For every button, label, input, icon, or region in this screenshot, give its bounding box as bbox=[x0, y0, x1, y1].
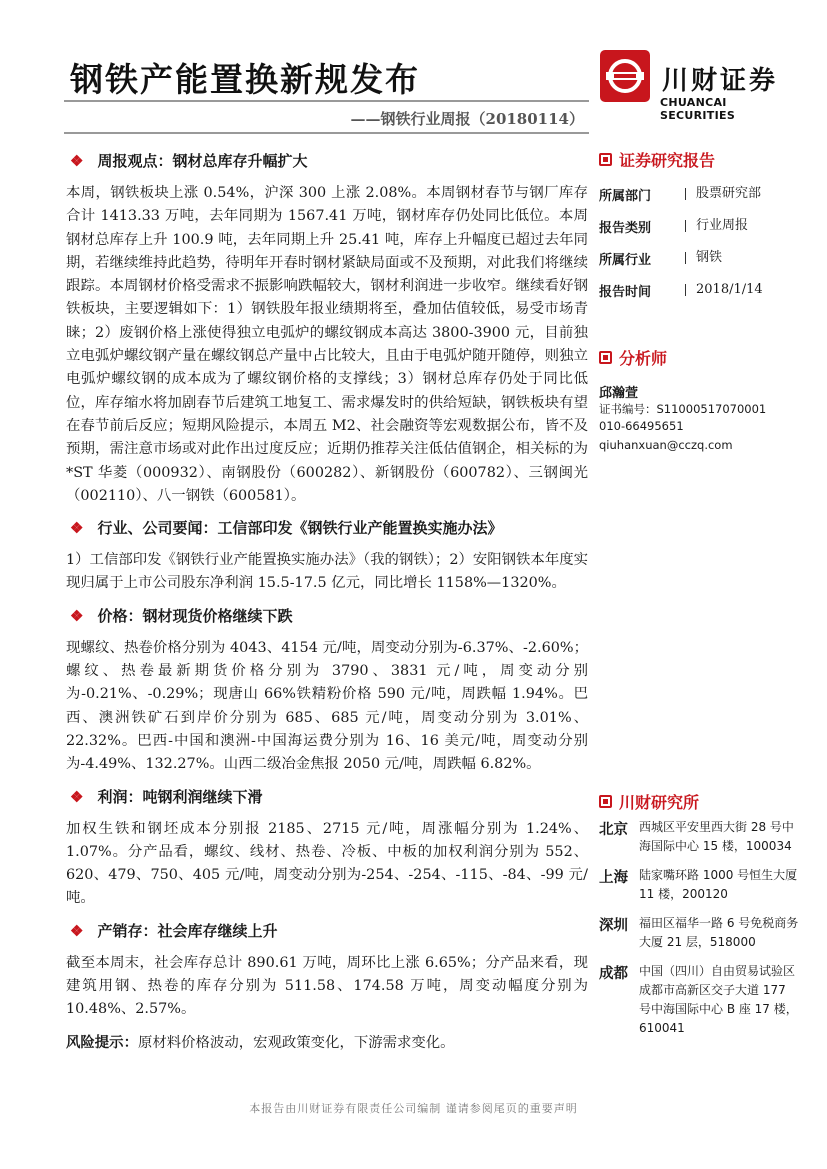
institute-icon bbox=[599, 795, 612, 808]
diamond-bullet-icon: ❖ bbox=[70, 606, 84, 625]
info-row-industry: 所属行业 钢铁 bbox=[599, 250, 723, 268]
analyst-panel bbox=[599, 346, 799, 454]
section-news bbox=[66, 517, 588, 596]
office-shenzhen: 深圳 福田区福华一路 6 号免税商务大厦 21 层，518000 bbox=[599, 916, 799, 949]
section-text: 加权生铁和钢坯成本分别报 2185、2715 元/吨，周涨幅分别为 1.24%、1.07%。分产品看，螺纹、线材、热卷、冷板、中板的加权利润分别为 552、620、479、750、405 元/吨，周变动分别为-254、-254、-115、-84、-99 元/吨。 bbox=[66, 820, 588, 907]
section-inventory bbox=[66, 920, 588, 1022]
section-heading: 行业、公司要闻：工信部印发《钢铁行业产能置换实施办法》 bbox=[97, 519, 503, 538]
diamond-bullet-icon: ❖ bbox=[70, 921, 84, 940]
risk-warning bbox=[66, 1031, 588, 1055]
analyst-name: 邱瀚萱 bbox=[599, 386, 639, 401]
analyst-heading: 分析师 bbox=[619, 348, 668, 368]
section-price bbox=[66, 605, 588, 777]
analyst-phone: 010-66495651 bbox=[599, 419, 684, 433]
office-shanghai: 上海 陆家嘴环路 1000 号恒生大厦 11 楼，200120 bbox=[599, 868, 798, 901]
institute-heading: 川财研究所 bbox=[619, 792, 700, 812]
analyst-email: qiuhanxuan@cczq.com bbox=[599, 438, 733, 452]
info-row-department: 所属部门 股票研究部 bbox=[599, 186, 762, 204]
risk-text: 原材料价格波动，宏观政策变化，下游需求变化。 bbox=[137, 1034, 455, 1051]
company-logo bbox=[600, 50, 800, 122]
diamond-bullet-icon: ❖ bbox=[70, 152, 84, 170]
logo-name-cn: 川财证券 bbox=[662, 66, 779, 96]
analyst-cert: 证书编号：S11000517070001 bbox=[599, 402, 767, 416]
subtitle-divider bbox=[64, 132, 589, 134]
diamond-bullet-icon: ❖ bbox=[70, 787, 84, 806]
section-profit bbox=[66, 786, 588, 911]
section-text: 现螺纹、热卷价格分别为 4043、4154 元/吨，周变动分别为-6.37%、-2.60%；螺纹、热卷最新期货价格分别为 3790、3831 元/吨，周变动分别为-0.21%、-0.29%；现唐山 66%铁精粉价格 590 元/吨，周跌幅 1.94%。巴西、澳洲铁矿石到岸价分别为 685、685 元/吨，周变动分别为 3.01%、22.32%。巴西-中国和澳洲-中国海运费分别为 16、16 美元/吨，周变动分别为-4.49%、132.27%。山西二级冶金焦报 2050 元/吨，周跌幅 6.82%。 bbox=[66, 639, 588, 773]
header-divider bbox=[64, 100, 589, 102]
info-row-date: 报告时间 2018/1/14 bbox=[599, 282, 763, 300]
institute-panel bbox=[599, 790, 799, 1048]
section-heading: 周报观点：钢材总库存升幅扩大 bbox=[97, 152, 308, 170]
section-text: 1）工信部印发《钢铁行业产能置换实施办法》（我的钢铁）；2）安阳钢铁本年度实现归属于上市公司股东净利润 15.5-17.5 亿元，同比增长 1158%—1320%。 bbox=[66, 552, 588, 592]
office-beijing: 北京 西城区平安里西大街 28 号中海国际中心 15 楼，100034 bbox=[599, 820, 794, 853]
section-heading: 利润：吨钢利润继续下滑 bbox=[97, 787, 263, 806]
section-text: 本周，钢铁板块上涨 0.54%，沪深 300 上涨 2.08%。本周钢材春节与钢厂库存合计 1413.33 万吨，去年同期为 1567.41 万吨，钢材库存仍处同比低位。本周钢材总库存上升 100.9 吨，去年同期上升 25.41 吨，库存上升幅度已超过去年同期，若继续维持此趋势，待明年开春时钢材紧缺局面或不及预期，对此我们将继续跟踪。本周钢材价格受需求不振影响跌幅较大，钢材利润进一步收窄。继续看好钢铁板块，主要逻辑如下：1）钢铁股年报业绩期将至，叠加估值较低，易受市场青睐；2）废钢价格上涨使得独立电弧炉的螺纹钢成本高达 3800-3900 元，目前独立电弧炉螺纹钢产量在螺纹钢总产量中占比较大，且由于电弧炉随开随停，则独立电弧炉螺纹钢的成本成为了螺纹钢价格的支撑线；3）钢材总库存仍处于同比低位，库存缩水将加剧春节后建筑工地复工、需求爆发时的供给短缺，钢铁板块有望在春节前后反应；短期风险提示，本周五 M2、社会融资等宏观数据公布，皆不及预期，需注意市场或对此作出过度反应；近期仍推荐关注低估值钢企，相关标的为*ST 华菱（000932）、南钢股份（600282）、新钢股份（600782）、三钢闽光（002110）、八一钢铁（600581）。 bbox=[66, 185, 588, 504]
info-row-category: 报告类别 行业周报 bbox=[599, 218, 749, 236]
report-info-heading: 证券研究报告 bbox=[619, 150, 716, 170]
office-chengdu: 成都 中国（四川）自由贸易试验区成都市高新区交子大道 177 号中海国际中心 B 座 17 楼，610041 bbox=[599, 964, 798, 1035]
section-heading: 产销存：社会库存继续上升 bbox=[97, 921, 278, 940]
logo-name-en: CHUANCAI SECURITIES bbox=[660, 96, 736, 122]
risk-label: 风险提示： bbox=[66, 1033, 138, 1051]
section-weekly-view bbox=[66, 150, 588, 508]
report-icon bbox=[599, 153, 612, 166]
page-footer: 本报告由川财证券有限责任公司编制 谨请参阅尾页的重要声明 bbox=[249, 1102, 578, 1115]
page-title: 钢铁产能置换新规发布 bbox=[70, 60, 420, 99]
report-subtitle: ——钢铁行业周报（20180114） bbox=[350, 110, 584, 128]
analyst-icon bbox=[599, 351, 612, 364]
logo-mark-icon bbox=[600, 50, 650, 102]
main-content bbox=[66, 150, 588, 1055]
diamond-bullet-icon: ❖ bbox=[70, 519, 84, 538]
section-text: 截至本周末，社会库存总计 890.61 万吨，周环比上涨 6.65%；分产品来看，现建筑用钢、热卷的库存分别为 511.58、174.58 万吨，周变动幅度分别为 10.48%、2.57%。 bbox=[66, 954, 588, 1018]
report-info-panel bbox=[599, 148, 799, 306]
section-heading: 价格：钢材现货价格继续下跌 bbox=[97, 606, 293, 625]
